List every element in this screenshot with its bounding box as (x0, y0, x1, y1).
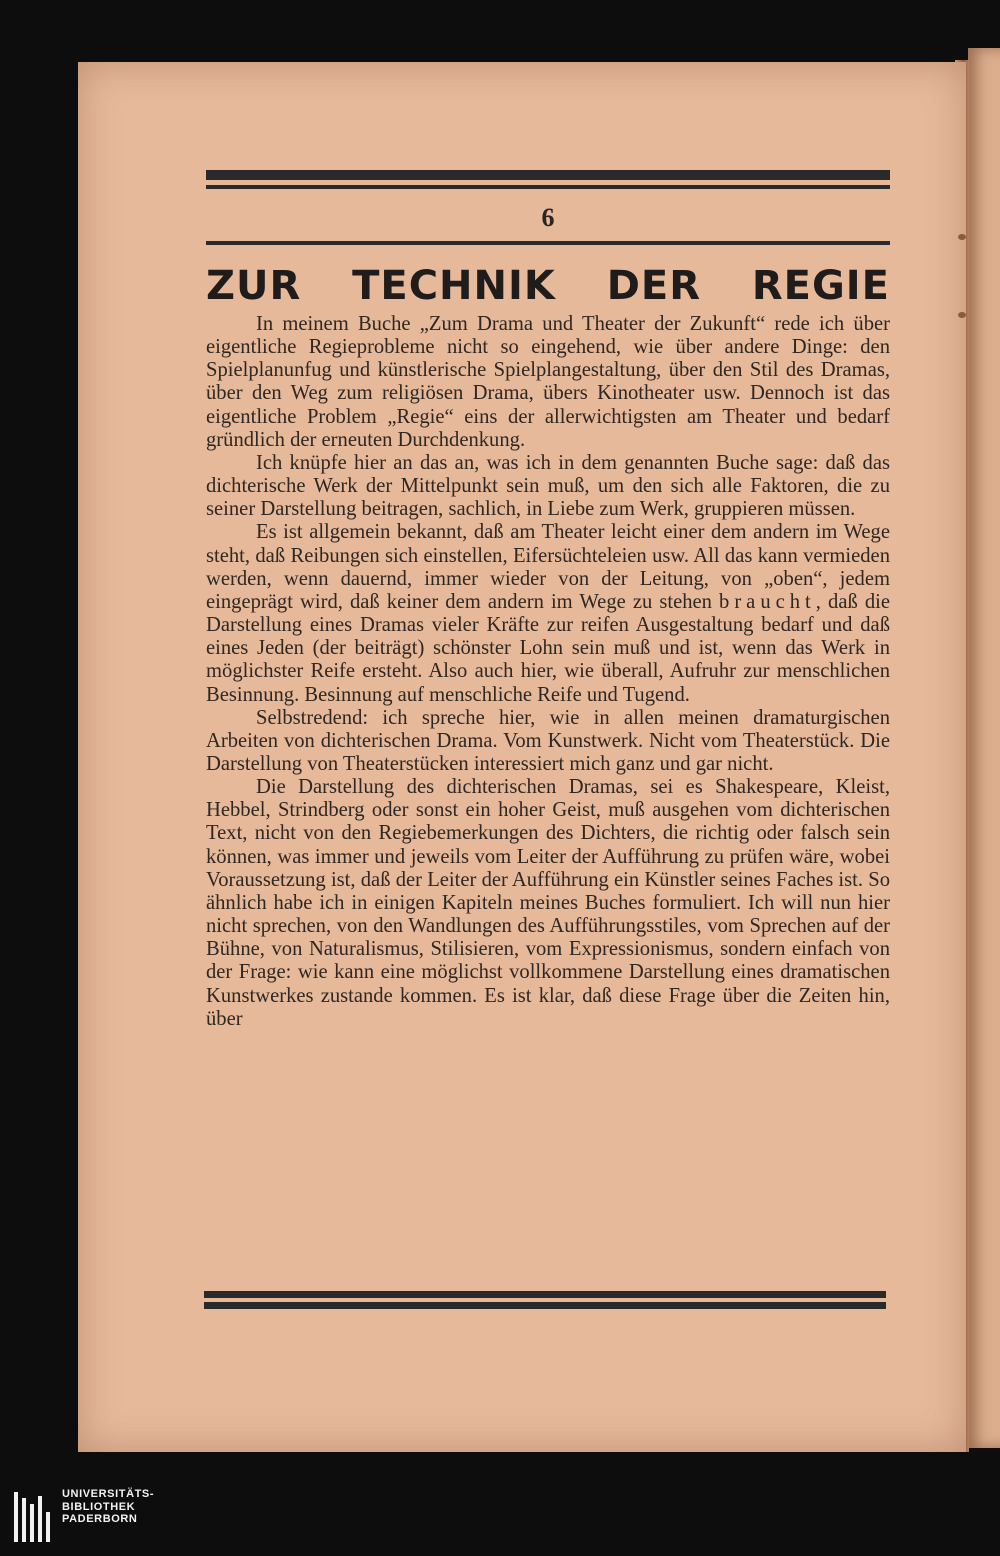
page-content (206, 170, 890, 1031)
chapter-title: ZUR TECHNIK DER REGIE (206, 263, 890, 309)
header-rule-bottom (206, 241, 890, 245)
footer-rule (204, 1291, 886, 1309)
header-rule-thick (206, 170, 890, 180)
body-paragraph (206, 707, 890, 776)
paragraph-text: In meinem Buche „Zum Drama und Theater der Zukunft“ rede ich über eigentliche Regieprobleme nicht so eingehend, wie über andere Dinge: den Spielplanunfug und künstlerische Spielplangestaltung, über den Stil des Dramas, über den Weg zum religiösen Drama, übers Kinotheater usw. Dennoch ist das eigentliche Problem „Regie“ eins der allerwichtigsten am Theater und bedarf gründlich der erneuten Durchdenkung. (206, 313, 890, 451)
facing-page-edge (968, 48, 1000, 1448)
paragraph-text: Ich knüpfe hier an das an, was ich in dem genannten Buche sage: daß das dichterische Werk der Mittelpunkt sein muß, um den sich alle Faktoren, die zu seiner Darstellung beitragen, sachlich, in Liebe zum Werk, gruppieren müssen. (206, 451, 890, 521)
paragraph-text: Die Darstellung des dichterischen Dramas, sei es Shakespeare, Kleist, Hebbel, Strindberg oder sonst ein hoher Geist, muß ausgehen vom dichterischen Text, nicht von den Regiebemerkungen des Dichters, die richtig oder falsch sein können, was immer und jeweils vom Leiter der Aufführung zu prüfen wäre, wobei Voraussetzung ist, daß der Leiter der Aufführung ein Künstler seines Faches ist. So ähnlich habe ich in einigen Kapiteln meines Buches formuliert. Ich will nun hier nicht sprechen, von den Wandlungen des Aufführungsstiles, vom Sprechen auf der Bühne, von Naturalismus, Stilisieren, vom Expressionismus, sondern einfach von der Frage: wie kann eine möglichst vollkommene Darstellung eines dramatischen Kunstwerkes zustande kommen. Es ist klar, daß diese Frage über die Zeiten hin, über (206, 776, 890, 1030)
logo-line: PADERBORN (62, 1513, 138, 1525)
logo-line: BIBLIOTHEK (62, 1500, 136, 1513)
page-number: 6 (541, 203, 555, 232)
logo-line: UNIVERSITÄTS- (62, 1488, 155, 1500)
paragraph-text: Selbstredend: ich spreche hier, wie in allen meinen dramaturgischen Arbeiten von dichterischen Drama. Vom Kunstwerk. Nicht vom Theaterstück. Die Darstellung von Theaterstücken interessiert mich ganz und gar nicht. (206, 706, 890, 775)
body-paragraph (206, 776, 890, 1031)
paragraph-text: Es ist allgemein bekannt, daß am Theater leicht einer dem andern im Wege steht, daß Reibungen sich einstellen, Eifersüchteleien usw. All das kann vermieden werden, wenn dauernd, immer wieder von der Leitung, von „oben“, jedem eingeprägt wird, daß keiner dem andern im Wege zu stehen (206, 521, 890, 613)
body-paragraph (206, 452, 890, 521)
library-logo (14, 1488, 214, 1548)
paper-damage-mark (958, 234, 966, 240)
body-paragraph (206, 521, 890, 706)
paper-damage-mark (958, 312, 966, 318)
emphasized-word: braucht (719, 590, 816, 613)
library-logo-icon (14, 1492, 54, 1542)
paragraph-text: , daß die Darstellung eines Dramas vieler Kräfte zur reifen Ausgestaltung bedarf und daß eines Jeden (der beiträgt) schönster Lohn sein muß und ist, wenn das Werk in möglichster Reife ersteht. Also auch hier, wie überall, Aufruhr zur menschlichen Besinnung. Besinnung auf menschliche Reife und Tugend. (206, 590, 890, 706)
body-text (206, 313, 890, 1031)
header-rule-thin (206, 185, 890, 189)
body-paragraph (206, 313, 890, 452)
library-logo-text (62, 1488, 154, 1526)
